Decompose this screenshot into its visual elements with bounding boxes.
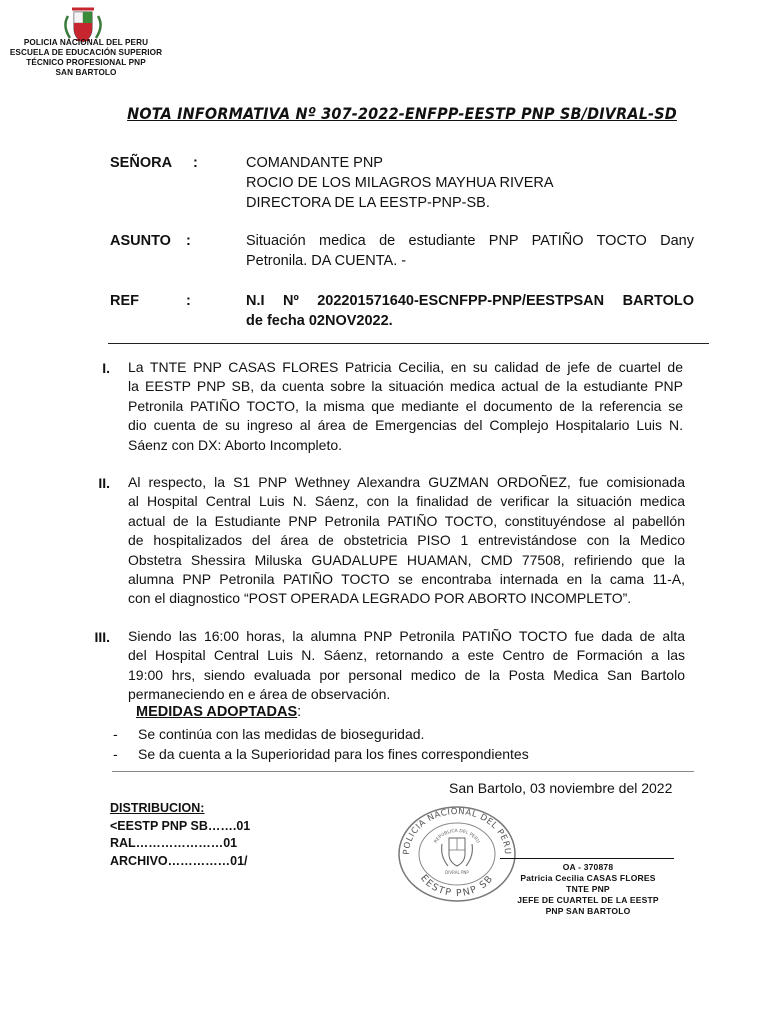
seal-inner-bottom-text: DIVRAL PNP <box>445 870 469 875</box>
subject-block <box>246 231 694 271</box>
measures-heading-row <box>136 704 301 720</box>
reference-line: N.I Nº 202201571640-ESCNFPP-PNP/EESTPSAN BARTOLO <box>246 293 694 309</box>
addressee-line: COMANDANTE PNP <box>246 155 383 171</box>
institution-line: ESCUELA DE EDUCACIÓN SUPERIOR <box>9 48 163 57</box>
signature-line-text: PNP SAN BARTOLO <box>545 906 631 916</box>
section-paragraph <box>128 627 685 705</box>
distribution-heading: DISTRIBUCION: <box>110 801 205 815</box>
subject-line: Petronila. DA CUENTA. - <box>246 253 407 269</box>
seal-inner-text: REPUBLICA DEL PERU <box>433 828 481 845</box>
document-title: NOTA INFORMATIVA Nº 307-2022-ENFPP-EESTP PNP SB/DIVRAL-SD <box>127 104 677 123</box>
measure-dash: - <box>113 746 118 762</box>
measures-heading: MEDIDAS ADOPTADAS <box>136 704 298 720</box>
senora-colon: : <box>193 155 198 171</box>
section-numeral: II. <box>98 475 110 491</box>
subject-line: Situación medica de estudiante PNP PATIÑO TOCTO Dany <box>246 233 694 249</box>
paragraph-line: alumna PNP Petronila PATIÑO TOCTO se encontraba internada en la cama 11-A, <box>128 571 685 588</box>
header-divider <box>108 343 709 344</box>
signature-block <box>500 862 676 917</box>
addressee-line: ROCIO DE LOS MILAGROS MAYHUA RIVERA <box>246 175 554 191</box>
reference-line: de fecha 02NOV2022. <box>246 313 393 329</box>
paragraph-line: la EESTP PNP SB, da cuenta sobre la situación medica actual de la estudiante PNP <box>128 378 683 395</box>
paragraph-line: con el diagnostico “POST OPERADA LEGRADO POR ABORTO INCOMPLETO”. <box>128 590 632 607</box>
section-paragraph <box>128 358 683 455</box>
paragraph-line: al Hospital Central Luis N. Sáenz, con la finalidad de verificar la situación medica <box>128 493 685 510</box>
distribution-line: RAL…………………01 <box>110 836 238 850</box>
institution-line: TÉCNICO PROFESIONAL PNP <box>26 58 146 67</box>
addressee-line: DIRECTORA DE LA EESTP-PNP-SB. <box>246 195 490 211</box>
signature-line-text: Patricia Cecilia CASAS FLORES <box>520 873 656 883</box>
seal-bottom-text: EESTP PNP SB <box>418 872 497 900</box>
paragraph-line: Sáenz con DX: Aborto Incompleto. <box>128 436 343 453</box>
section-paragraph <box>128 473 685 609</box>
asunto-colon: : <box>186 233 191 249</box>
paragraph-line: Petronila PATIÑO TOCTO, la misma que mediante el documento de la referencia se <box>128 397 683 414</box>
date-line: San Bartolo, 03 noviembre del 2022 <box>449 780 673 796</box>
institution-header <box>0 38 172 78</box>
signature-line-text: OA - 370878 <box>562 862 614 872</box>
signature-line-text: TNTE PNP <box>566 884 610 894</box>
paragraph-line: Al respecto, la S1 PNP Wethney Alexandra GUZMAN ORDOÑEZ, fue comisionada <box>128 474 685 490</box>
paragraph-line: del Hospital Central Luis N. Sáenz, retornando a este Centro de Formación a las <box>128 647 685 664</box>
reference-block <box>246 291 694 331</box>
paragraph-line: de hospitalizados del área de obstetricia PISO 1 entrevistándose con la Medico <box>128 532 685 549</box>
paragraph-line: Siendo las 16:00 horas, la alumna PNP Petronila PATIÑO TOCTO fue dada de alta <box>128 628 685 644</box>
institution-line: POLICIA NACIONAL DEL PERU <box>23 38 149 47</box>
paragraph-line: dio cuenta de su ingreso al área de Emergencias del Complejo Hospitalario Luis N. <box>128 417 683 434</box>
paragraph-line: permaneciendo en e área de observación. <box>128 686 391 703</box>
measure-dash: - <box>113 726 118 742</box>
institution-line: SAN BARTOLO <box>55 68 117 77</box>
signature-line <box>500 858 674 859</box>
measures-divider <box>112 771 694 772</box>
distribution-line: ARCHIVO……………01/ <box>110 853 248 868</box>
distribution-block <box>110 800 250 870</box>
paragraph-line: La TNTE PNP CASAS FLORES Patricia Cecilia, en su calidad de jefe de cuartel de <box>128 359 683 375</box>
paragraph-line: actual de la Estudiante PNP Petronila PATIÑO TOCTO, constituyéndose al pabellón <box>128 512 685 529</box>
measure-item: Se continúa con las medidas de bioseguridad. <box>138 726 425 742</box>
addressee-block <box>246 153 696 213</box>
distribution-line: <EESTP PNP SB…….01 <box>110 818 251 833</box>
measures-heading-colon: : <box>297 704 302 720</box>
measure-item: Se da cuenta a la Superioridad para los fines correspondientes <box>138 746 529 762</box>
section-numeral: III. <box>94 629 110 645</box>
signature-line-text: JEFE DE CUARTEL DE LA EESTP <box>517 895 659 905</box>
ref-label: REF <box>110 293 139 309</box>
paragraph-line: 19:00 hrs, siendo evaluada por personal medico de la Posta Medica San Bartolo <box>128 666 685 683</box>
senora-label: SEÑORA <box>110 155 173 171</box>
asunto-label: ASUNTO <box>110 233 171 249</box>
ref-colon: : <box>186 293 191 309</box>
section-numeral: I. <box>102 360 110 376</box>
paragraph-line: Obstetra Shessira Miluska GUADALUPE HUAMAN, CMD 77508, refiriendo que la <box>128 551 685 568</box>
seal-top-text: POLICIA NACIONAL DEL PERU <box>401 806 513 856</box>
